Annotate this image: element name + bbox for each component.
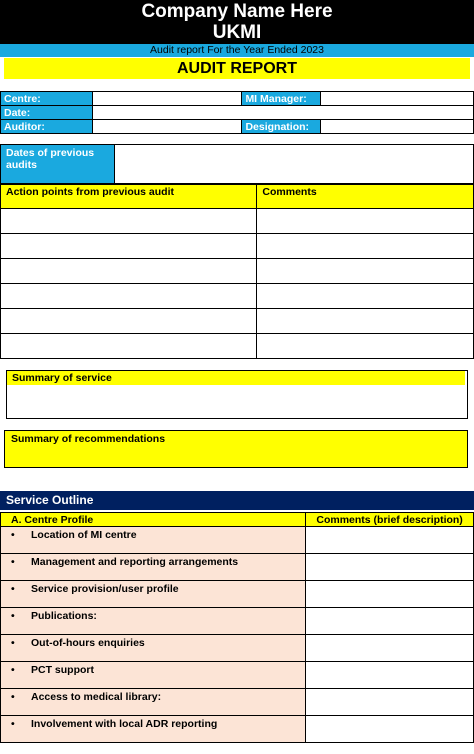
- date-label: Date:: [1, 106, 93, 120]
- table-row: [1, 309, 474, 334]
- comment-cell[interactable]: [257, 309, 474, 334]
- comment-cell[interactable]: [306, 689, 474, 716]
- company-name: Company Name Here: [141, 1, 333, 22]
- designation-label: Designation:: [242, 120, 321, 134]
- summary-of-service-label: Summary of service: [7, 371, 465, 385]
- action-point-cell[interactable]: [1, 259, 257, 284]
- comment-cell[interactable]: [306, 662, 474, 689]
- action-point-cell[interactable]: [1, 309, 257, 334]
- bullet-icon: •: [11, 610, 15, 622]
- table-row: [1, 635, 474, 662]
- centre-profile-header: A. Centre Profile: [1, 513, 306, 527]
- profile-item-label: PCT support: [31, 664, 94, 676]
- comment-cell[interactable]: [306, 554, 474, 581]
- auditor-label: Auditor:: [1, 120, 93, 134]
- table-row: [1, 716, 474, 743]
- profile-item-label: Publications:: [31, 610, 97, 622]
- comment-cell[interactable]: [306, 527, 474, 554]
- table-row: [1, 608, 474, 635]
- table-row: [1, 259, 474, 284]
- comment-cell[interactable]: [257, 234, 474, 259]
- action-point-cell[interactable]: [1, 234, 257, 259]
- summary-of-recommendations-label: Summary of recommendations: [11, 433, 166, 445]
- summary-of-recommendations-box[interactable]: [4, 430, 468, 468]
- auditor-field[interactable]: [92, 120, 242, 134]
- organisation-name: UKMI: [212, 22, 262, 43]
- comment-cell[interactable]: [306, 608, 474, 635]
- comment-cell[interactable]: [306, 716, 474, 743]
- bullet-icon: •: [11, 583, 15, 595]
- centre-field[interactable]: [92, 92, 242, 106]
- profile-item-label: Access to medical library:: [31, 691, 162, 703]
- bullet-icon: •: [11, 664, 15, 676]
- report-title: AUDIT REPORT: [4, 58, 470, 79]
- bullet-icon: •: [11, 556, 15, 568]
- summary-of-service-box[interactable]: [6, 370, 468, 419]
- profile-item-label: Involvement with local ADR reporting: [31, 718, 218, 730]
- table-row: [1, 234, 474, 259]
- report-subtitle: Audit report For the Year Ended 2023: [0, 44, 474, 57]
- table-row: [1, 334, 474, 359]
- mi-manager-field[interactable]: [321, 92, 474, 106]
- profile-item-label: Location of MI centre: [31, 529, 137, 541]
- bullet-icon: •: [11, 637, 15, 649]
- action-points-table: [0, 184, 474, 359]
- action-point-cell[interactable]: [1, 334, 257, 359]
- table-row: [1, 209, 474, 234]
- service-outline-title: Service Outline: [0, 491, 474, 510]
- action-point-cell[interactable]: [1, 284, 257, 309]
- table-row: [1, 554, 474, 581]
- table-row: [1, 689, 474, 716]
- company-header: [0, 0, 474, 44]
- previous-audits-box: [0, 144, 474, 184]
- comment-cell[interactable]: [306, 635, 474, 662]
- table-row: [1, 527, 474, 554]
- centre-profile-table: [0, 512, 474, 743]
- bullet-icon: •: [11, 529, 15, 541]
- comment-cell[interactable]: [257, 259, 474, 284]
- comment-cell[interactable]: [257, 209, 474, 234]
- comment-cell[interactable]: [306, 581, 474, 608]
- designation-field[interactable]: [321, 120, 474, 134]
- centre-label: Centre:: [1, 92, 93, 106]
- brief-comments-header: Comments (brief description): [306, 513, 474, 527]
- profile-item-label: Service provision/user profile: [31, 583, 179, 595]
- previous-audits-label: Dates of previous audits: [1, 145, 115, 183]
- table-row: [1, 581, 474, 608]
- action-points-header: Action points from previous audit: [1, 185, 257, 209]
- table-row: [1, 662, 474, 689]
- profile-item-label: Out-of-hours enquiries: [31, 637, 145, 649]
- previous-audits-field[interactable]: [116, 145, 473, 183]
- table-row: [1, 284, 474, 309]
- comment-cell[interactable]: [257, 284, 474, 309]
- bullet-icon: •: [11, 691, 15, 703]
- comments-header: Comments: [257, 185, 474, 209]
- comment-cell[interactable]: [257, 334, 474, 359]
- bullet-icon: •: [11, 718, 15, 730]
- mi-manager-label: MI Manager:: [242, 92, 321, 106]
- action-point-cell[interactable]: [1, 209, 257, 234]
- audit-info-grid: [0, 91, 474, 134]
- date-field[interactable]: [92, 106, 473, 120]
- profile-item-label: Management and reporting arrangements: [31, 556, 239, 568]
